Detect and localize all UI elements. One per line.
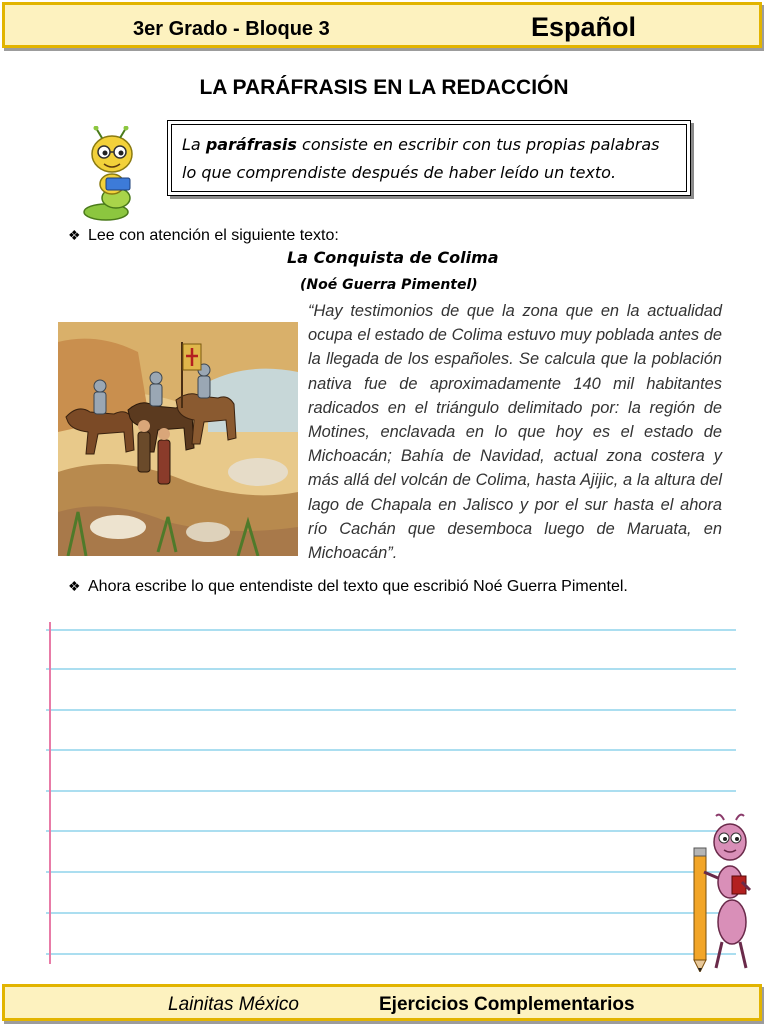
header-banner xyxy=(2,2,762,48)
definition-box xyxy=(167,120,691,196)
definition-text xyxy=(171,124,687,192)
worm-mascot-icon xyxy=(76,126,148,222)
definition-term: paráfrasis xyxy=(205,135,297,154)
grade-label: 3er Grado - Bloque 3 xyxy=(133,18,330,40)
story-author: (Noé Guerra Pimentel) xyxy=(300,277,478,293)
diamond-bullet-icon: ❖ xyxy=(68,227,81,243)
subject-label: Español xyxy=(531,12,637,42)
instruction-write-text: Ahora escribe lo que entendiste del texto que escribió Noé Guerra Pimentel. xyxy=(88,578,628,595)
footer-banner xyxy=(2,984,762,1021)
definition-rest: consiste en escribir con tus propias palabras lo que comprendiste después de haber leído un texto. xyxy=(182,135,660,182)
ant-with-pencil-icon xyxy=(688,812,758,972)
diamond-bullet-icon: ❖ xyxy=(68,578,81,594)
conquistadors-illustration xyxy=(58,322,298,556)
page-title: LA PARÁFRASIS EN LA REDACCIÓN xyxy=(199,76,569,99)
writing-lines-area[interactable] xyxy=(40,618,740,968)
footer-title: Ejercicios Complementarios xyxy=(379,994,635,1015)
story-title: La Conquista de Colima xyxy=(287,248,499,267)
story-quote: “Hay testimonios de que la zona que en la actualidad ocupa el estado de Colima estuvo muy poblada antes de la llegada de los españoles. Se calcula que la población nativa fue de aproximadamente 140 mil habitantes radicados en el triángulo delimitado por: la región de Motines, enclavada en lo que hoy es el estado de Michoacán; Bahía de Navidad, actual zona costera y más allá del volcán de Colima, hasta Ajijic, a la altura del lago de Chapala en Jalisco y por el sur hasta el ahora río Cachán que desemboca luego de Maruata, en Michoacán”. xyxy=(308,302,722,563)
footer-brand: Lainitas México xyxy=(168,994,299,1015)
instruction-write xyxy=(68,578,628,596)
instruction-read xyxy=(68,227,339,245)
instruction-read-text: Lee con atención el siguiente texto: xyxy=(88,227,339,244)
definition-lead: La xyxy=(182,135,206,154)
